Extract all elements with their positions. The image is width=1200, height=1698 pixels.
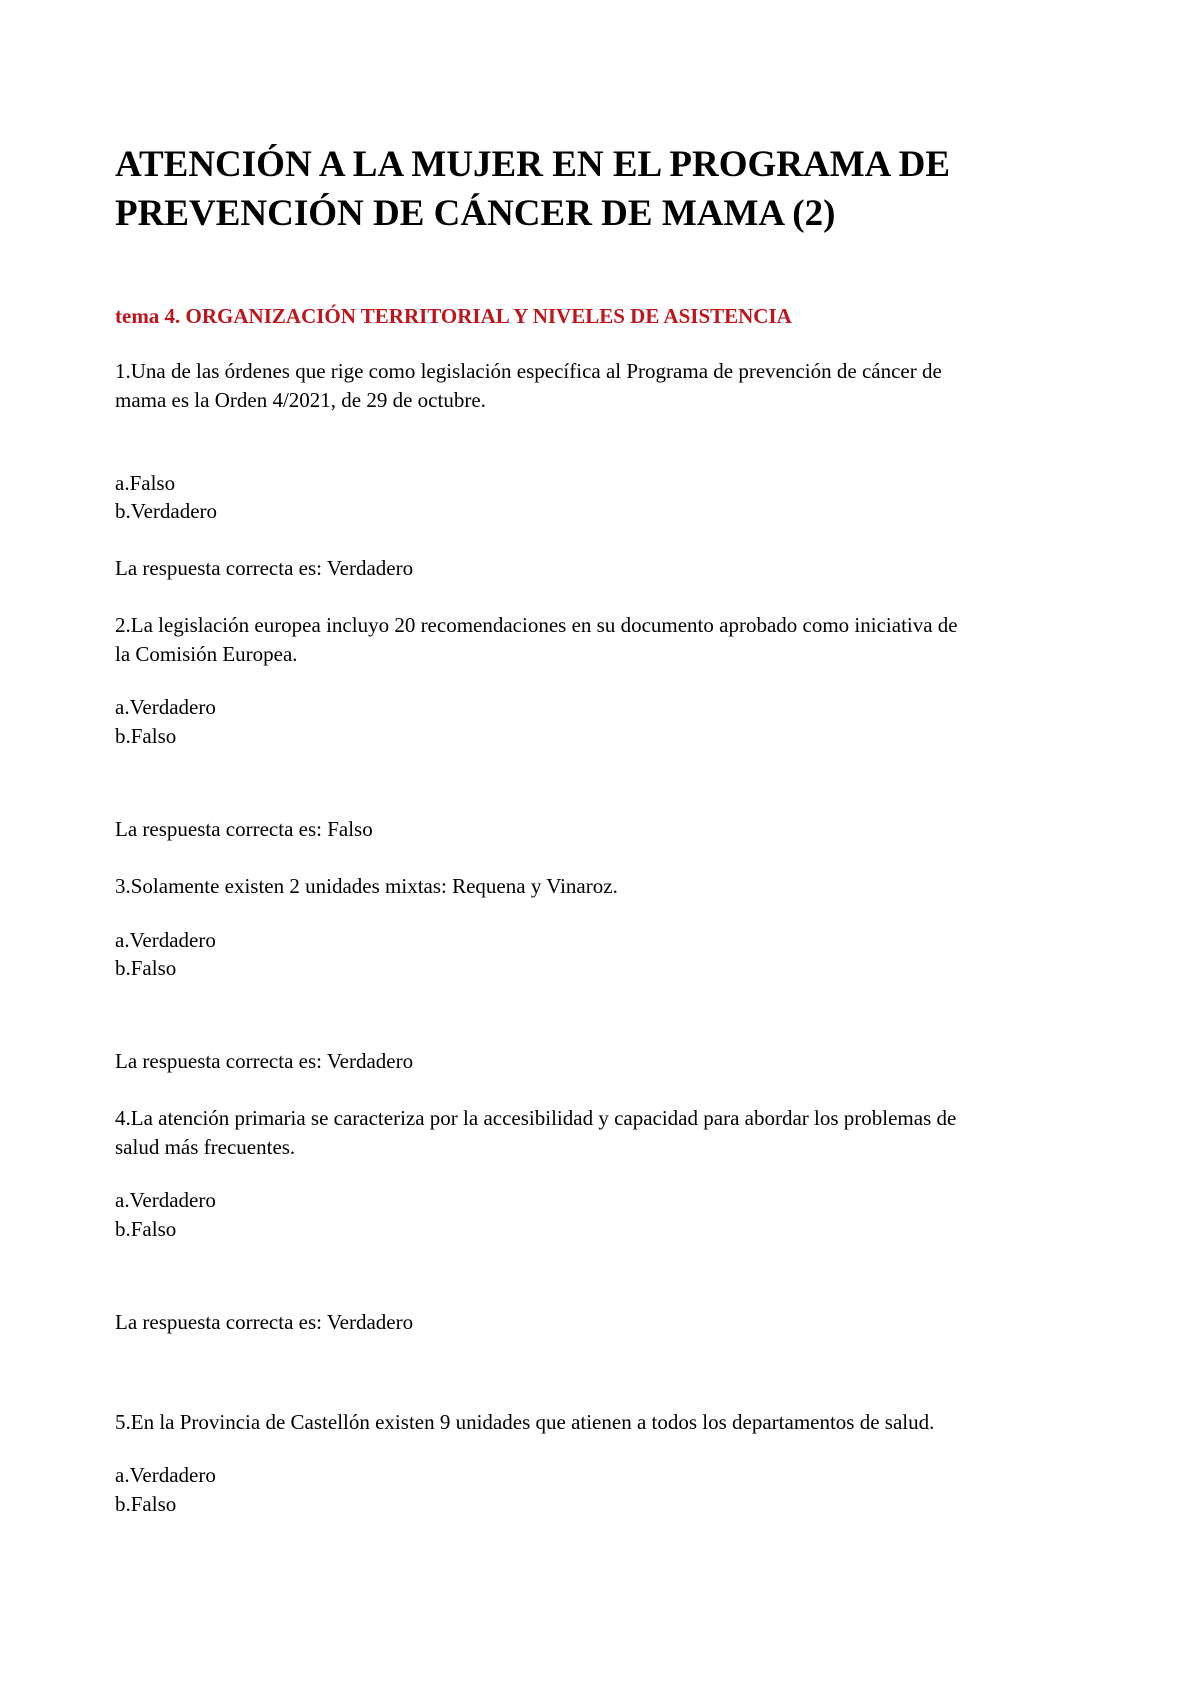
question-1-line-1: 1.Una de las órdenes que rige como legislación específica al Programa de prevención de cáncer de bbox=[115, 359, 942, 383]
question-1-option-a: a.Falso bbox=[115, 471, 176, 495]
question-4-line-2: salud más frecuentes. bbox=[115, 1135, 296, 1159]
question-3-line-1: 3.Solamente existen 2 unidades mixtas: Requena y Vinaroz. bbox=[115, 874, 618, 898]
question-4-answer: La respuesta correcta es: Verdadero bbox=[115, 1310, 414, 1334]
question-2-answer: La respuesta correcta es: Falso bbox=[115, 817, 373, 841]
question-1-answer: La respuesta correcta es: Verdadero bbox=[115, 556, 414, 580]
page-title: ATENCIÓN A LA MUJER EN EL PROGRAMA DE PREVENCIÓN DE CÁNCER DE MAMA (2) bbox=[115, 144, 950, 234]
question-5-option-b: b.Falso bbox=[115, 1492, 177, 1516]
question-4-line-1: 4.La atención primaria se caracteriza por la accesibilidad y capacidad para abordar los problemas de bbox=[115, 1106, 957, 1130]
question-3-option-a: a.Verdadero bbox=[115, 928, 216, 952]
question-5-line-1: 5.En la Provincia de Castellón existen 9 unidades que atienen a todos los departamentos de salud. bbox=[115, 1410, 935, 1434]
question-1-line-2: mama es la Orden 4/2021, de 29 de octubre. bbox=[115, 388, 486, 412]
question-2-option-a: a.Verdadero bbox=[115, 695, 216, 719]
question-3-option-b: b.Falso bbox=[115, 956, 177, 980]
section-title: tema 4. ORGANIZACIÓN TERRITORIAL Y NIVELES DE ASISTENCIA bbox=[115, 304, 792, 328]
question-4-option-a: a.Verdadero bbox=[115, 1188, 216, 1212]
question-1-option-b: b.Verdadero bbox=[115, 499, 218, 523]
question-4-option-b: b.Falso bbox=[115, 1217, 177, 1241]
question-2-option-b: b.Falso bbox=[115, 724, 177, 748]
question-2-line-1: 2.La legislación europea incluyo 20 recomendaciones en su documento aprobado como iniciativa de bbox=[115, 613, 958, 637]
question-3-answer: La respuesta correcta es: Verdadero bbox=[115, 1049, 414, 1073]
question-5-option-a: a.Verdadero bbox=[115, 1463, 216, 1487]
question-2-line-2: la Comisión Europea. bbox=[115, 642, 298, 666]
